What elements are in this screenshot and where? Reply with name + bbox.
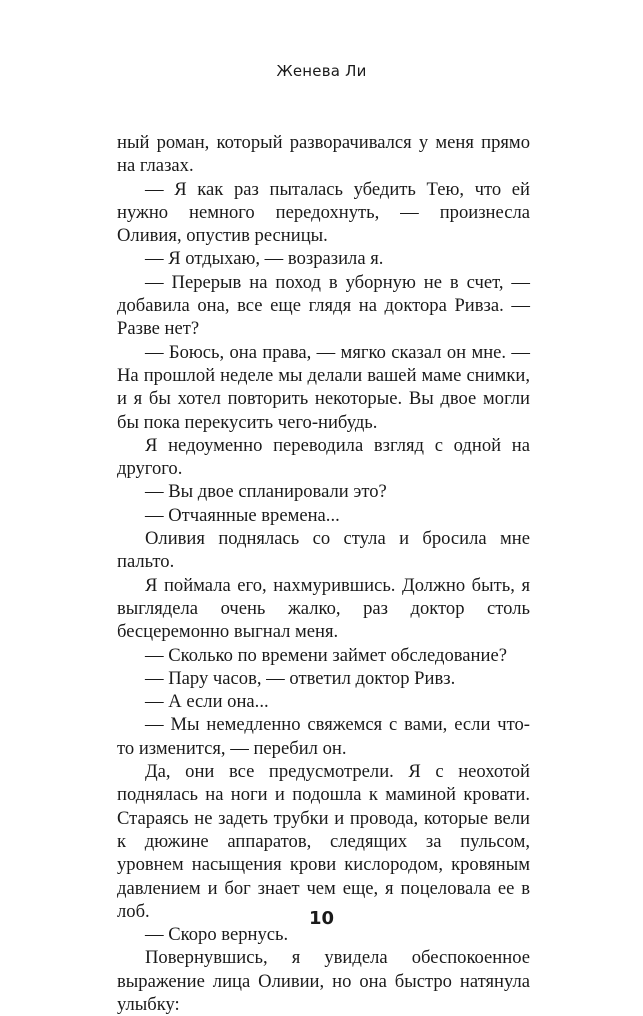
running-head-author: Женева Ли — [276, 62, 367, 80]
paragraph: — Вы двое спланировали это? — [145, 481, 387, 503]
paragraph: — А если она... — [145, 691, 269, 713]
page-number: 10 — [308, 908, 335, 929]
paragraph: — Пару часов, — ответил доктор Ривз. — [145, 667, 456, 689]
paragraph: Оливия поднялась со стула и бросила мне пальто. — [117, 528, 530, 573]
paragraph: — Мы немедленно свяжемся с вами, если что-то изменится, — перебил он. — [117, 714, 530, 759]
paragraph: — Отчаянные времена... — [145, 504, 340, 526]
paragraph: Повернувшись, я увидела обеспокоенное выражение лица Оливии, но она быстро натянула улыбку: — [117, 947, 530, 1015]
paragraph: — Перерыв на поход в уборную не в счет, — добавила она, все еще глядя на доктора Ривза. — Разве нет? — [117, 271, 530, 340]
paragraph: Да, они все предусмотрели. Я с неохотой поднялась на ноги и подошла к маминой кровати. Стараясь не задеть трубки и провода, которые вели к дюжине аппаратов, следящих за пульсом, уровнем насыщения крови кислородом, кровяным давлением и бог знает чем еще, я поцеловала ее в лоб. — [117, 761, 530, 922]
paragraph: Я недоуменно переводила взгляд с одной на другого. — [117, 434, 530, 480]
paragraph: — Сколько по времени займет обследование? — [145, 644, 507, 666]
body-text — [117, 131, 530, 1016]
paragraph: — Боюсь, она права, — мягко сказал он мне. — На прошлой неделе мы делали вашей маме снимки, и я бы хотел повторить некоторые. Вы двое могли бы пока перекусить чего-нибудь. — [117, 341, 530, 433]
paragraph: ный роман, который разворачивался у меня прямо на глазах. — [117, 132, 530, 177]
paragraph: — Скоро вернусь. — [145, 924, 289, 946]
paragraph: Я поймала его, нахмурившись. Должно быть, я выглядела очень жалко, раз доктор столь бесцеремонно выгнал меня. — [117, 574, 530, 643]
paragraph: — Я как раз пыталась убедить Тею, что ей нужно немного передохнуть, — произнесла Оливия, опустив ресницы. — [117, 178, 530, 247]
paragraph: — Я отдыхаю, — возразила я. — [145, 248, 384, 270]
